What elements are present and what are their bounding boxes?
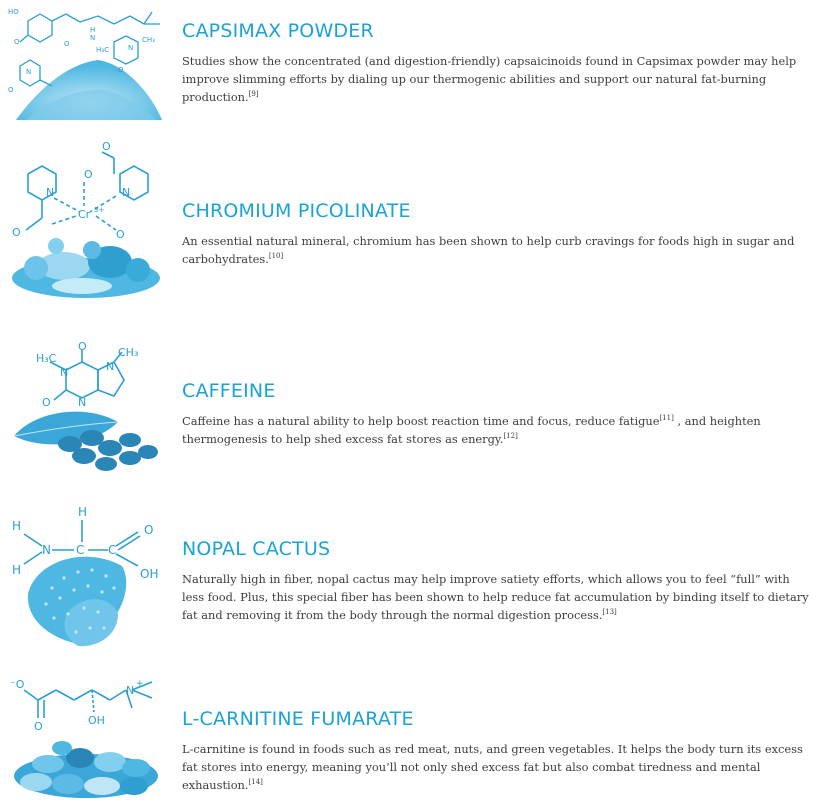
capsimax-molecule-powder-icon: [6, 2, 164, 126]
l-carnitine-molecule-nuts-icon: [6, 672, 164, 804]
citation-14[interactable]: [14]: [248, 778, 263, 787]
svg-text:N: N: [122, 186, 131, 199]
capsimax-powder-description-text: Studies show the concentrated (and digestion-friendly) capsaicinoids found in Capsimax powder may help improve slimming efforts by dialing up our thermogenic abilities and support our natural fat-burning production.: [182, 54, 797, 104]
svg-text:C: C: [76, 543, 85, 557]
citation-10[interactable]: [10]: [268, 252, 284, 261]
nopal-molecule-cactus-icon: [6, 498, 164, 654]
svg-text:O: O: [64, 40, 70, 48]
svg-text:3+: 3+: [94, 206, 105, 214]
citation-12[interactable]: [12]: [503, 432, 518, 441]
caffeine-description-text-2: , and heighten thermogenesis to help shed excess fat stores as energy.: [182, 414, 761, 446]
caffeine-molecule-coffee-beans-icon: [6, 340, 164, 474]
svg-text:+: +: [136, 679, 144, 689]
svg-text:H₃C: H₃C: [96, 46, 109, 54]
svg-text:N: N: [26, 68, 32, 76]
svg-text:CH₃: CH₃: [118, 346, 139, 359]
citation-9[interactable]: [9]: [248, 90, 259, 99]
svg-text:N: N: [46, 186, 55, 199]
svg-text:Cr: Cr: [78, 208, 91, 221]
citation-13[interactable]: [13]: [602, 608, 617, 617]
nopal-cactus-image: [6, 498, 164, 654]
caffeine-image: [6, 340, 164, 474]
svg-text:N: N: [78, 396, 87, 409]
caffeine-description-text-1: Caffeine has a natural ability to help boost reaction time and focus, reduce fatigue: [182, 414, 660, 428]
svg-text:CH₃: CH₃: [142, 36, 155, 44]
caffeine-title: CAFFEINE: [182, 380, 276, 402]
capsimax-powder-title: CAPSIMAX POWDER: [182, 20, 374, 42]
svg-text:N: N: [106, 360, 115, 373]
capsimax-powder-image: [6, 2, 164, 126]
svg-text:H: H: [78, 505, 88, 519]
svg-text:O: O: [14, 38, 20, 46]
svg-text:H₃C: H₃C: [36, 352, 57, 365]
chromium-picolinate-description-text: An essential natural mineral, chromium has been shown to help curb cravings for foods high in sugar and carbohydrates.: [182, 234, 795, 266]
nopal-cactus-title: NOPAL CACTUS: [182, 538, 331, 560]
svg-text:N: N: [126, 684, 135, 697]
l-carnitine-fumarate-image: [6, 672, 164, 804]
svg-text:O: O: [102, 140, 111, 153]
svg-text:N: N: [42, 543, 51, 557]
svg-text:O: O: [118, 66, 124, 74]
l-carnitine-fumarate-title: L-CARNITINE FUMARATE: [182, 708, 414, 730]
capsimax-powder-description: [182, 52, 814, 106]
chromium-picolinate-image: [6, 138, 164, 302]
svg-text:N: N: [128, 44, 134, 52]
chromium-picolinate-title: CHROMIUM PICOLINATE: [182, 200, 411, 222]
svg-text:H: H: [12, 519, 22, 533]
svg-text:O: O: [84, 168, 93, 181]
svg-text:O: O: [8, 86, 14, 94]
nopal-cactus-description: [182, 570, 814, 624]
svg-text:O: O: [116, 228, 125, 241]
svg-text:O: O: [42, 396, 51, 409]
svg-text:HO: HO: [8, 8, 19, 16]
svg-text:⁻O: ⁻O: [10, 678, 25, 691]
nopal-cactus-description-text: Naturally high in fiber, nopal cactus may help improve satiety efforts, which allows you to feel “full” with less food. Plus, this special fiber has been shown to help reduce fat accumulation by binding itself to dietary fat and removing it from the body through the normal digestion process.: [182, 572, 809, 622]
l-carnitine-fumarate-description: [182, 740, 814, 794]
svg-text:N: N: [60, 366, 69, 379]
svg-text:H: H: [90, 26, 96, 34]
chromium-picolinate-description: [182, 232, 814, 268]
svg-text:O: O: [12, 226, 21, 239]
caffeine-description: [182, 412, 814, 448]
svg-text:N: N: [90, 34, 96, 42]
chromium-molecule-vegetables-icon: [6, 138, 164, 302]
svg-text:OH: OH: [88, 714, 105, 727]
l-carnitine-fumarate-description-text: L-carnitine is found in foods such as red meat, nuts, and green vegetables. It helps the body turn its excess fat stores into energy, meaning you’ll not only shed excess fat but also combat tiredness and mental exhaustion.: [182, 742, 803, 792]
svg-text:OH: OH: [140, 567, 159, 581]
citation-11[interactable]: [11]: [659, 414, 674, 423]
svg-text:H: H: [12, 563, 22, 577]
svg-text:O: O: [34, 720, 43, 733]
svg-text:O: O: [78, 340, 87, 353]
svg-text:C: C: [108, 543, 117, 557]
svg-text:O: O: [144, 523, 154, 537]
